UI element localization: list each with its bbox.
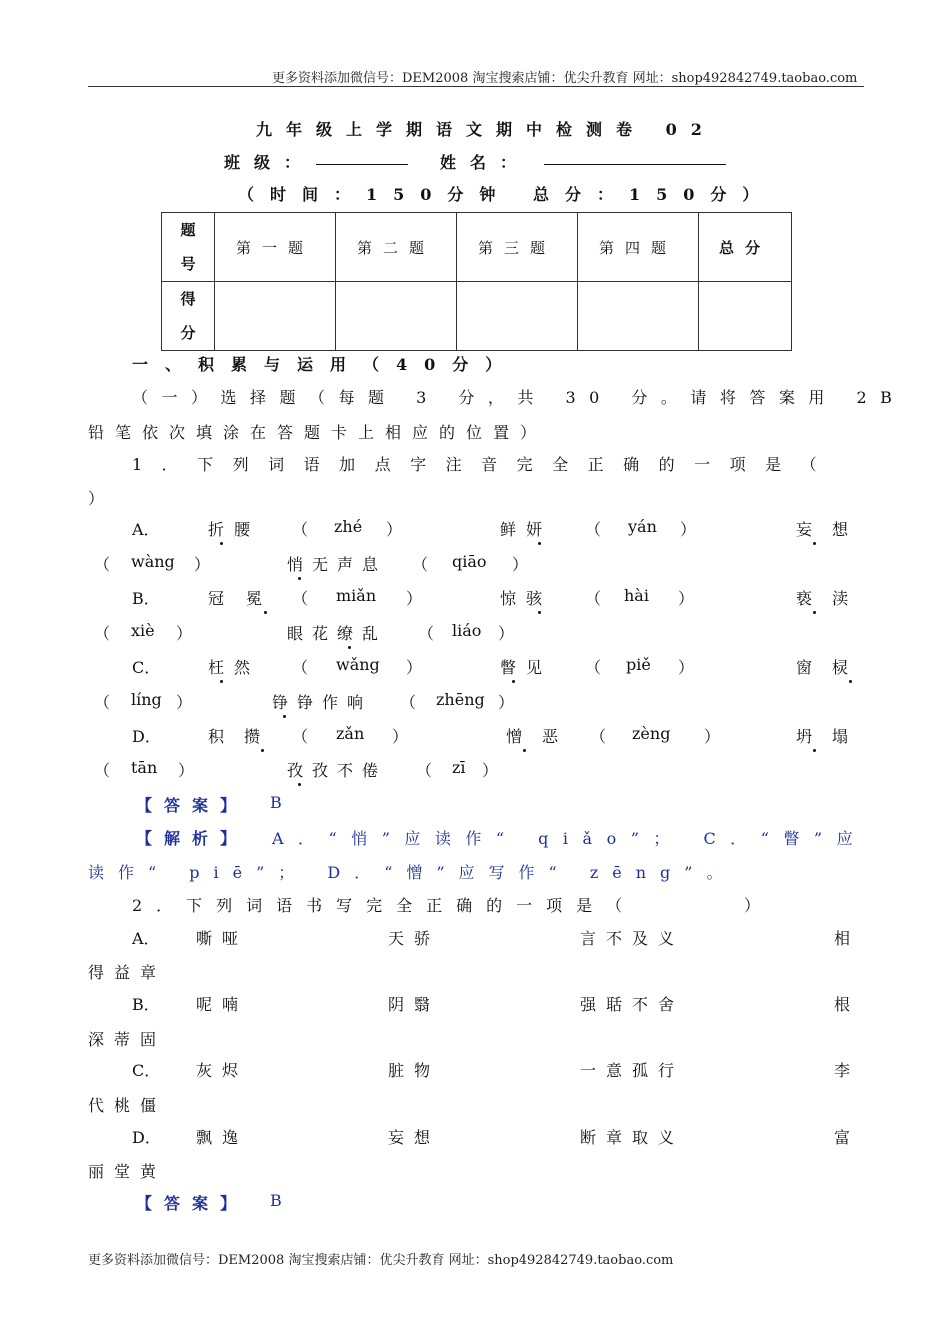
name-label: 姓名： (440, 153, 531, 172)
q2-a-word2: 天骄 (388, 929, 441, 948)
q1-analysis-line-1: A．“悄”应读作“ qiǎo”； C．“瞥”应 (272, 829, 868, 848)
q1-b-pinyin1: miǎn (336, 586, 377, 605)
q1-d-pinyin3: tān (131, 758, 158, 777)
q2-a-word1: 嘶哑 (196, 929, 249, 948)
q2-d-word4-end: 丽堂黄 (88, 1162, 167, 1181)
q1-option-a-label: A． (132, 520, 160, 539)
header-q2: 第二题 (336, 213, 457, 282)
q1-d-pinyin4: zī (452, 758, 466, 777)
score-table (161, 212, 792, 351)
section-heading: 一、积累与运用（40分） (132, 355, 519, 374)
q2-c-word4-start: 李 (834, 1061, 851, 1080)
q2-option-c-label: C． (132, 1061, 161, 1080)
q1-b-pinyin4: liáo (452, 621, 482, 640)
q2-d-word4-start: 富 (834, 1128, 851, 1147)
q1-c-pinyin1: wǎng (336, 655, 380, 674)
q2-c-word1: 灰烬 (196, 1061, 249, 1080)
q1-a-pinyin3: wàng (131, 552, 175, 571)
subsection-line-1: （一）选择题（每题 3 分，共 30 分。请将答案用 2B (132, 388, 906, 407)
q1-c-word4: 铮铮作响 (272, 690, 372, 713)
q2-option-b-label: B． (132, 995, 160, 1014)
q2-d-word2: 妄想 (388, 1128, 441, 1147)
q1-answer: B (270, 793, 282, 812)
score-cell[interactable] (215, 282, 336, 351)
q1-a-word1: 折腰 (208, 517, 260, 540)
subsection-line-2: 铅笔依次填涂在答题卡上相应的位置） (88, 423, 548, 442)
q2-stem: 2．下列词语书写完全正确的一项是（ (132, 896, 637, 915)
q1-b-word2: 惊骇 (500, 586, 552, 609)
q2-b-word4-start: 根 (834, 995, 851, 1014)
q2-c-word3: 一意孤行 (580, 1061, 685, 1080)
q1-b-word1: 冠冕 (208, 586, 284, 609)
q1-b-pinyin3: xiè (131, 621, 155, 640)
row-label-score: 得分 (162, 282, 215, 351)
q1-c-word3: 窗棂 (796, 655, 868, 678)
q2-b-word1: 呢喃 (196, 995, 249, 1014)
q1-d-pinyin2: zèng (632, 724, 671, 743)
q2-option-d-label: D． (132, 1128, 161, 1147)
q1-d-word4: 孜孜不倦 (287, 758, 387, 781)
q1-stem: 1．下列词语加点字注音完全正确的一项是（ (132, 455, 837, 474)
q2-option-a-label: A． (132, 929, 160, 948)
q1-c-pinyin2: piě (626, 655, 651, 674)
q1-d-pinyin1: zǎn (336, 724, 365, 743)
q1-c-word2: 瞥见 (500, 655, 552, 678)
q2-a-word4-start: 相 (834, 929, 851, 948)
class-label: 班级： (224, 153, 315, 172)
q1-b-word3: 亵渎 (796, 586, 868, 609)
q1-a-word4: 悄无声息 (287, 552, 387, 575)
answer-label: 【答案】 (136, 1194, 249, 1213)
name-blank (544, 164, 726, 165)
q1-c-word1: 枉然 (208, 655, 260, 678)
q1-a-word2: 鲜妍 (500, 517, 552, 540)
q1-d-word2: 憎恶 (506, 724, 578, 747)
page-title: 九年级上学期语文期中检测卷 02 (256, 120, 716, 139)
header-q3: 第三题 (457, 213, 578, 282)
q2-b-word4-end: 深蒂固 (88, 1030, 167, 1049)
q2-a-word4-end: 得益章 (88, 963, 167, 982)
q1-d-word1: 积攒 (208, 724, 280, 747)
q1-stem-close: ） (88, 489, 105, 508)
q1-c-pinyin3: líng (131, 690, 162, 709)
q1-b-pinyin2: hài (624, 586, 649, 605)
analysis-label: 【解析】 (136, 829, 249, 848)
q2-d-word3: 断章取义 (580, 1128, 685, 1147)
score-cell[interactable] (699, 282, 792, 351)
q2-answer: B (270, 1191, 282, 1210)
header-q4: 第四题 (578, 213, 699, 282)
q1-d-word3: 坍塌 (796, 724, 868, 747)
q2-stem-close: ） (744, 896, 761, 915)
time-line: （时间：150分钟 总分：150分） (238, 185, 775, 204)
score-cell[interactable] (457, 282, 578, 351)
footer-text: 更多资料添加微信号：DEM2008 淘宝搜索店铺：优尖升教育 网址：shop492842749.taobao.com (88, 1253, 674, 1268)
q2-c-word4-end: 代桃僵 (88, 1096, 167, 1115)
header-text: 更多资料添加微信号：DEM2008 淘宝搜索店铺：优尖升教育 网址：shop492842749.taobao.com (272, 71, 858, 86)
score-cell[interactable] (336, 282, 457, 351)
header-total: 总分 (699, 213, 792, 282)
q1-option-c-label: C． (132, 658, 161, 677)
q2-d-word1: 飘逸 (196, 1128, 249, 1147)
header-q1: 第一题 (215, 213, 336, 282)
row-label-question: 题号 (162, 213, 215, 282)
q1-option-d-label: D． (132, 727, 161, 746)
q1-a-pinyin1: zhé (334, 517, 363, 536)
q1-analysis-line-2: 读作“ piē”； D．“憎”应写作“ zēng”。 (88, 863, 737, 882)
class-blank (316, 164, 408, 165)
header-rule (88, 86, 864, 87)
q1-a-pinyin2: yán (628, 517, 657, 536)
q2-b-word2: 阴翳 (388, 995, 441, 1014)
answer-label: 【答案】 (136, 796, 249, 815)
q1-a-pinyin4: qiāo (452, 552, 487, 571)
q1-b-word4: 眼花缭乱 (287, 621, 387, 644)
q1-option-b-label: B． (132, 589, 160, 608)
score-cell[interactable] (578, 282, 699, 351)
q2-c-word2: 脏物 (388, 1061, 441, 1080)
q2-b-word3: 强聒不舍 (580, 995, 685, 1014)
q2-a-word3: 言不及义 (580, 929, 685, 948)
q1-a-word3: 妄想 (796, 517, 868, 540)
q1-c-pinyin4: zhēng (436, 690, 485, 709)
